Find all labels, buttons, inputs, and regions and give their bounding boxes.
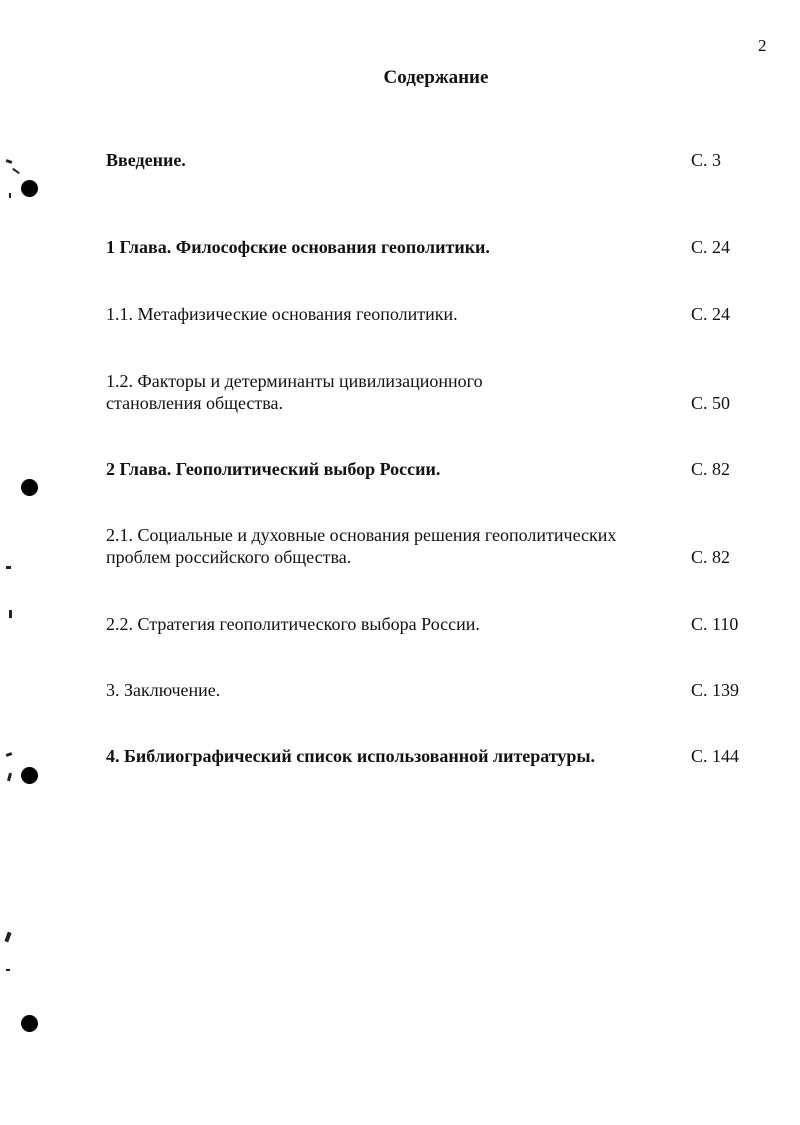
punch-hole-1 bbox=[21, 180, 38, 197]
toc-entry-page: С. 82 bbox=[691, 459, 731, 479]
toc-entry-text: 4. Библиографический список использованной литературы. bbox=[106, 746, 595, 766]
page-title: Содержание bbox=[383, 67, 489, 88]
toc-entry-page: С. 3 bbox=[691, 150, 722, 170]
scan-speck bbox=[9, 193, 11, 198]
toc-entry-text: 1.1. Метафизические основания геополитики. bbox=[106, 304, 458, 324]
punch-hole-2 bbox=[21, 479, 38, 496]
scan-speck bbox=[4, 932, 11, 943]
toc-entry-page: С. 24 bbox=[691, 304, 731, 324]
toc-entry-text: 1.2. Факторы и детерминанты цивилизационного bbox=[106, 371, 483, 391]
toc-entry-text-line-2: становления общества. bbox=[106, 393, 284, 413]
toc-entry-text-line-2: проблем российского общества. bbox=[106, 547, 352, 567]
toc-entry-text: 2 Глава. Геополитический выбор России. bbox=[106, 459, 441, 479]
scan-speck bbox=[6, 969, 10, 971]
toc-entry-page: С. 24 bbox=[691, 237, 731, 257]
scan-speck bbox=[6, 159, 13, 164]
page-number: 2 bbox=[758, 36, 767, 55]
toc-entry-text: Введение. bbox=[106, 150, 186, 170]
scan-speck bbox=[9, 610, 12, 618]
scan-speck bbox=[12, 168, 20, 174]
scan-speck bbox=[7, 773, 12, 782]
punch-hole-4 bbox=[21, 1015, 38, 1032]
toc-entry-text: 3. Заключение. bbox=[106, 680, 221, 700]
scan-speck bbox=[6, 752, 13, 757]
toc-entry-page: С. 82 bbox=[691, 547, 731, 567]
scan-speck bbox=[6, 566, 11, 569]
toc-entry-text: 2.1. Социальные и духовные основания решения геополитических bbox=[106, 525, 617, 545]
punch-hole-3 bbox=[21, 767, 38, 784]
toc-entry-text: 2.2. Стратегия геополитического выбора России. bbox=[106, 614, 480, 634]
toc-entry-page: С. 144 bbox=[691, 746, 740, 766]
toc-entry-page: С. 110 bbox=[691, 614, 739, 634]
toc-entry-text: 1 Глава. Философские основания геополитики. bbox=[106, 237, 490, 257]
toc-entry-page: С. 139 bbox=[691, 680, 740, 700]
toc-entry-page: С. 50 bbox=[691, 393, 731, 413]
